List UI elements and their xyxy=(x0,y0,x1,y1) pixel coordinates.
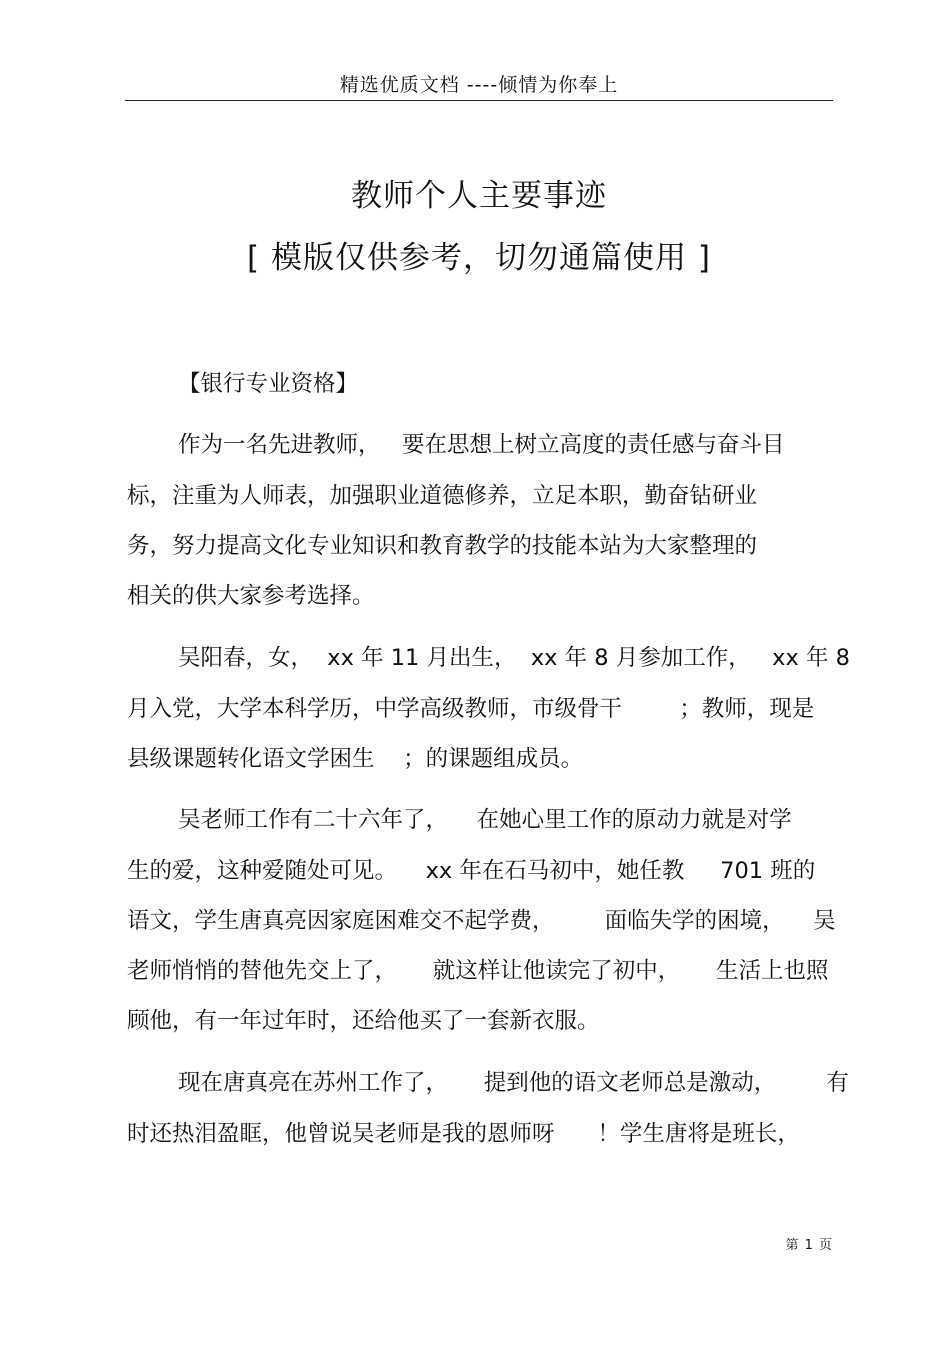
header-divider xyxy=(125,100,833,101)
paragraph-3-line-5: 顾他，有一年过年时，还给他买了一套新衣服。 xyxy=(127,1008,600,1034)
paragraph-1-line-2: 标，注重为人师表，加强职业道德修养，立足本职，勤奋钻研业 xyxy=(127,483,758,509)
paragraph-3-line-3: 语文，学生唐真亮因家庭困难交不起学费， 面临失学的困境， 吴 xyxy=(127,908,836,934)
paragraph-4-line-2: 时还热泪盈眶，他曾说吴老师是我的恩师呀 ！学生唐将是班长， xyxy=(127,1121,800,1147)
document-subtitle: [ 模版仅供参考，切勿通篇使用 ] xyxy=(247,240,711,276)
paragraph-4-line-1: 现在唐真亮在苏州工作了， 提到他的语文老师总是激动， 有 xyxy=(178,1070,849,1096)
paragraph-1-line-1: 作为一名先进教师， 要在思想上树立高度的责任感与奋斗目 xyxy=(178,432,785,458)
paragraph-3-line-2: 生的爱，这种爱随处可见。 xx 年在石马初中，她任教 701 班的 xyxy=(127,858,816,884)
page-number: 第 1 页 xyxy=(785,1238,833,1253)
paragraph-2-line-1: 吴阳春，女， xx 年 11 月出生， xx 年 8 月参加工作， xx 年 8 xyxy=(178,645,850,671)
document-title: 教师个人主要事迹 xyxy=(351,178,607,214)
paragraph-1-line-3: 务，努力提高文化专业知识和教育教学的技能本站为大家整理的 xyxy=(127,533,758,559)
page-header: 精选优质文档 ----倾情为你奉上 xyxy=(339,74,619,96)
paragraph-1-line-4: 相关的供大家参考选择。 xyxy=(127,583,375,609)
paragraph-2-line-2: 月入党，大学本科学历，中学高级教师，市级骨干 ；教师，现是 xyxy=(127,696,815,722)
section-label: 【银行专业资格】 xyxy=(178,371,359,397)
paragraph-3-line-1: 吴老师工作有二十六年了， 在她心里工作的原动力就是对学 xyxy=(178,807,792,833)
paragraph-3-line-4: 老师悄悄的替他先交上了， 就这样让他读完了初中， 生活上也照 xyxy=(127,958,829,984)
paragraph-2-line-3: 县级课题转化语文学困生 ；的课题组成员。 xyxy=(127,746,584,772)
